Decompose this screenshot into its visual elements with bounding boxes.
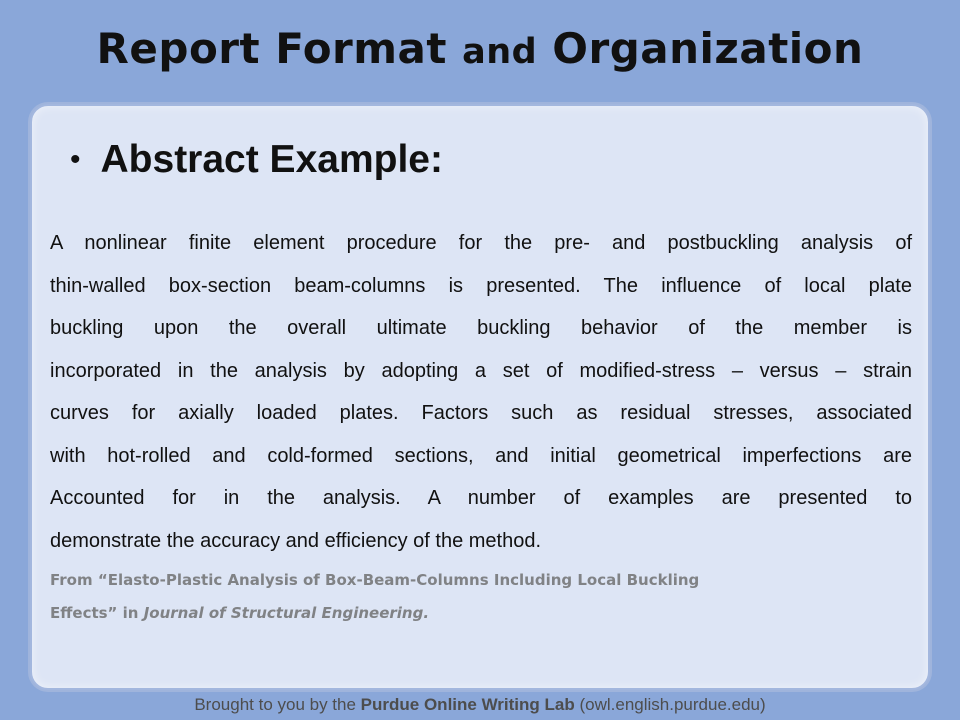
footer-brand: Purdue Online Writing Lab	[360, 695, 575, 714]
citation-journal: Journal of Structural Engineering.	[143, 604, 430, 622]
title-part-3: Organization	[537, 24, 864, 73]
title-part-1: Report Format	[96, 24, 463, 73]
abstract-line: curves for axially loaded plates. Factors such as residual stresses, associated	[50, 402, 912, 424]
abstract-line: with hot-rolled and cold-formed sections, and initial geometrical imperfections are	[50, 444, 912, 467]
abstract-line: incorporated in the analysis by adopting a set of modified-stress – versus – strain	[50, 359, 912, 382]
citation-prefix: Effects” in	[50, 604, 144, 622]
footer-suffix: (owl.english.purdue.edu)	[574, 695, 766, 714]
slide-title	[0, 24, 960, 73]
abstract-line: Accounted for in the analysis. A number of examples are presented to	[50, 487, 912, 509]
title-part-2: and	[462, 32, 538, 72]
abstract-line: A nonlinear finite element procedure for the pre- and postbuckling analysis of	[50, 232, 912, 254]
bullet-heading-text: Abstract Example:	[100, 138, 443, 181]
footer	[0, 690, 960, 720]
footer-prefix: Brought to you by the	[194, 695, 361, 714]
bullet-heading	[70, 138, 443, 182]
citation-line-1: From “Elasto-Plastic Analysis of Box-Beam-Columns Including Local Buckling	[50, 571, 700, 589]
abstract-line: thin-walled box-section beam-columns is presented. The influence of local plate	[50, 274, 912, 297]
citation	[50, 564, 912, 630]
bullet-dot-icon: •	[70, 143, 81, 176]
citation-line-2	[50, 597, 912, 630]
abstract-line: demonstrate the accuracy and efficiency of the method.	[50, 529, 542, 552]
abstract-line: buckling upon the overall ultimate buckling behavior of the member is	[50, 317, 912, 339]
abstract-paragraph	[50, 222, 912, 562]
